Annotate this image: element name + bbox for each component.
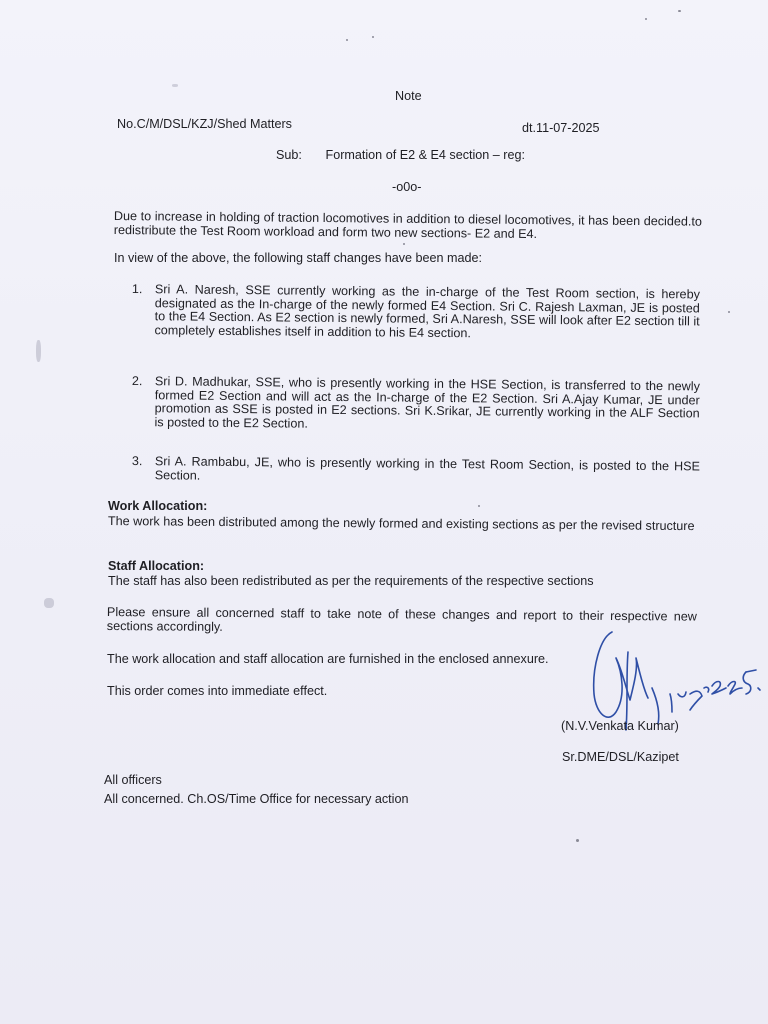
paper-speck [645, 18, 647, 20]
work-allocation-heading: Work Allocation: [108, 499, 208, 513]
list-item-text: Sri D. Madhukar, SSE, who is presently working in the HSE Section, is transferred to the newly formed E2 Section and will act as the In-charge of the E2 Section. Sri A.Ajay Kumar, JE under promotion as SSE is posted in E2 sections. Sri K.Srikar, JE currently working in the ALF Section is posted to the E2 Section. [154, 374, 700, 431]
list-item [131, 283, 699, 342]
recipient-line: All concerned. Ch.OS/Time Office for necessary action [104, 792, 409, 806]
effect-line: This order comes into immediate effect. [107, 684, 328, 698]
document-title: Note [395, 89, 422, 103]
subject-line [276, 149, 525, 163]
paper-speck [403, 243, 405, 245]
list-item [131, 375, 699, 434]
paper-speck [478, 505, 480, 507]
staff-allocation-text: The staff has also been redistributed as per the requirements of the respective sections [108, 574, 594, 588]
paper-speck [372, 36, 374, 38]
list-item-number: 1. [131, 282, 143, 297]
paper-speck [678, 10, 681, 12]
signatory-name: (N.V.Venkata Kumar) [561, 719, 679, 733]
reference-number: No.C/M/DSL/KZJ/Shed Matters [117, 117, 292, 131]
recipient-line: All officers [104, 773, 162, 787]
annexure-line: The work allocation and staff allocation are furnished in the enclosed annexure. [107, 652, 549, 666]
work-allocation-text: The work has been distributed among the newly formed and existing sections as per the revised structure [107, 514, 695, 534]
paper-speck [346, 39, 348, 41]
list-item-text: Sri A. Rambabu, JE, who is presently working in the Test Room Section, is posted to the HSE Section. [154, 454, 700, 483]
paper-speck [728, 311, 730, 313]
subject-label: Sub: [276, 148, 302, 162]
separator: -o0o- [392, 180, 422, 194]
paper-smudge [36, 340, 41, 362]
paper-smudge [44, 598, 54, 608]
staff-allocation-heading: Staff Allocation: [108, 559, 205, 573]
list-item [132, 455, 700, 487]
intro-paragraph: Due to increase in holding of traction locomotives in addition to diesel locomotives, it has been decided.to redistribute the Test Room workload and form two new sections- E2 and E4. [113, 209, 702, 241]
view-line: In view of the above, the following staff changes have been made: [114, 251, 483, 265]
list-item-text: Sri A. Naresh, SSE currently working as the in-charge of the Test Room section, is hereby designated as the In-charge of the newly formed E4 Section. Sri C. Rajesh Laxman, JE is posted to the E4 Section. As E2 section is newly formed, Sri A.Naresh, SSE will look after E2 section till it completely establishes itself in addition to his E4 section. [154, 282, 700, 340]
signatory-designation: Sr.DME/DSL/Kazipet [562, 750, 679, 764]
document-date: dt.11-07-2025 [522, 121, 600, 135]
ensure-paragraph: Please ensure all concerned staff to take note of these changes and report to their respective new sections accordingly. [106, 605, 697, 634]
list-item-number: 2. [131, 374, 143, 389]
paper-smudge [172, 84, 178, 87]
subject-text: Formation of E2 & E4 section – reg: [325, 148, 526, 162]
list-item-number: 3. [131, 454, 143, 469]
paper-speck [576, 839, 579, 842]
